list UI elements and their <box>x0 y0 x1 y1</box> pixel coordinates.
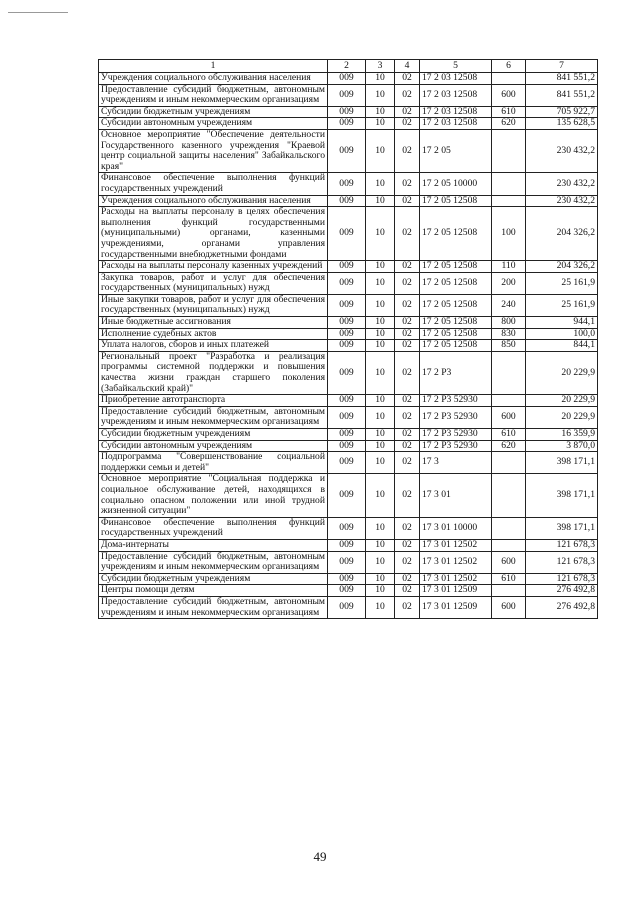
subsection-code-cell: 02 <box>395 207 420 261</box>
row-name-cell: Уплата налогов, сборов и иных платежей <box>99 340 328 352</box>
subsection-code-cell: 02 <box>395 395 420 407</box>
expense-type-cell: 830 <box>492 328 526 340</box>
target-article-cell: 17 2 05 10000 <box>420 173 492 195</box>
table-row <box>99 73 598 85</box>
row-name-cell: Основное мероприятие "Социальная поддержка и социальное обслуживание детей, находящихся в социально опасном положении или иной трудной жизненной ситуации" <box>99 474 328 517</box>
section-code-cell: 10 <box>366 573 395 585</box>
section-code-cell: 10 <box>366 474 395 517</box>
subsection-code-cell: 02 <box>395 261 420 273</box>
section-code-cell: 10 <box>366 551 395 573</box>
ved-code-cell: 009 <box>328 440 366 452</box>
amount-cell: 121 678,3 <box>526 573 598 585</box>
row-name-cell: Расходы на выплаты персоналу в целях обеспечения выполнения функций государственными (муниципальными) органами, казенными учреждениями, органами управления государственными внебюджетными фондами <box>99 207 328 261</box>
table-row <box>99 261 598 273</box>
amount-cell: 844,1 <box>526 340 598 352</box>
table-row <box>99 173 598 195</box>
amount-cell: 121 678,3 <box>526 551 598 573</box>
row-name-cell: Субсидии бюджетным учреждениям <box>99 573 328 585</box>
amount-cell: 276 492,8 <box>526 585 598 597</box>
header-col-1: 1 <box>99 60 328 73</box>
row-name-cell: Расходы на выплаты персоналу казенных учреждений <box>99 261 328 273</box>
target-article-cell: 17 2 03 12508 <box>420 84 492 106</box>
table-row <box>99 585 598 597</box>
subsection-code-cell: 02 <box>395 129 420 172</box>
row-name-cell: Дома-интернаты <box>99 539 328 551</box>
section-code-cell: 10 <box>366 328 395 340</box>
ved-code-cell: 009 <box>328 195 366 207</box>
subsection-code-cell: 02 <box>395 294 420 316</box>
expense-type-cell <box>492 452 526 474</box>
target-article-cell: 17 2 05 12508 <box>420 261 492 273</box>
ved-code-cell: 009 <box>328 406 366 428</box>
subsection-code-cell: 02 <box>395 173 420 195</box>
ved-code-cell: 009 <box>328 272 366 294</box>
amount-cell: 204 326,2 <box>526 207 598 261</box>
header-col-4: 4 <box>395 60 420 73</box>
subsection-code-cell: 02 <box>395 440 420 452</box>
row-name-cell: Региональный проект "Разработка и реализация программы системной поддержки и повышения качества жизни граждан старшего поколения (Забайкальский край)" <box>99 351 328 394</box>
ved-code-cell: 009 <box>328 340 366 352</box>
target-article-cell: 17 3 01 12509 <box>420 596 492 618</box>
subsection-code-cell: 02 <box>395 406 420 428</box>
table-row <box>99 317 598 329</box>
expense-type-cell: 620 <box>492 118 526 130</box>
ved-code-cell: 009 <box>328 207 366 261</box>
table-row <box>99 328 598 340</box>
section-code-cell: 10 <box>366 272 395 294</box>
row-name-cell: Предоставление субсидий бюджетным, автономным учреждениям и иным некоммерческим организациям <box>99 551 328 573</box>
table-row <box>99 272 598 294</box>
section-code-cell: 10 <box>366 406 395 428</box>
table-row <box>99 195 598 207</box>
table-row <box>99 517 598 539</box>
row-name-cell: Закупка товаров, работ и услуг для обеспечения государственных (муниципальных) нужд <box>99 272 328 294</box>
ved-code-cell: 009 <box>328 261 366 273</box>
expense-type-cell <box>492 195 526 207</box>
amount-cell: 230 432,2 <box>526 173 598 195</box>
target-article-cell: 17 2 05 12508 <box>420 294 492 316</box>
section-code-cell: 10 <box>366 317 395 329</box>
table-row <box>99 573 598 585</box>
table-row <box>99 440 598 452</box>
ved-code-cell: 009 <box>328 73 366 85</box>
subsection-code-cell: 02 <box>395 340 420 352</box>
section-code-cell: 10 <box>366 207 395 261</box>
amount-cell: 230 432,2 <box>526 195 598 207</box>
ved-code-cell: 009 <box>328 573 366 585</box>
amount-cell: 25 161,9 <box>526 272 598 294</box>
page-number: 49 <box>313 849 327 864</box>
ved-code-cell: 009 <box>328 129 366 172</box>
section-code-cell: 10 <box>366 395 395 407</box>
expense-type-cell <box>492 173 526 195</box>
amount-cell: 20 229,9 <box>526 406 598 428</box>
target-article-cell: 17 2 05 12508 <box>420 272 492 294</box>
section-code-cell: 10 <box>366 585 395 597</box>
section-code-cell: 10 <box>366 118 395 130</box>
amount-cell: 944,1 <box>526 317 598 329</box>
amount-cell: 20 229,9 <box>526 351 598 394</box>
target-article-cell: 17 2 P3 52930 <box>420 440 492 452</box>
amount-cell: 16 359,9 <box>526 429 598 441</box>
header-col-2: 2 <box>328 60 366 73</box>
ved-code-cell: 009 <box>328 517 366 539</box>
section-code-cell: 10 <box>366 294 395 316</box>
table-row <box>99 351 598 394</box>
ved-code-cell: 009 <box>328 328 366 340</box>
ved-code-cell: 009 <box>328 585 366 597</box>
ved-code-cell: 009 <box>328 118 366 130</box>
row-name-cell: Учреждения социального обслуживания населения <box>99 73 328 85</box>
table-row <box>99 207 598 261</box>
ved-code-cell: 009 <box>328 452 366 474</box>
ved-code-cell: 009 <box>328 539 366 551</box>
table-row <box>99 474 598 517</box>
expense-type-cell: 240 <box>492 294 526 316</box>
header-col-5: 5 <box>420 60 492 73</box>
row-name-cell: Финансовое обеспечение выполнения функций государственных учреждений <box>99 517 328 539</box>
section-code-cell: 10 <box>366 195 395 207</box>
amount-cell: 25 161,9 <box>526 294 598 316</box>
ved-code-cell: 009 <box>328 429 366 441</box>
ved-code-cell: 009 <box>328 294 366 316</box>
ved-code-cell: 009 <box>328 596 366 618</box>
target-article-cell: 17 2 P3 52930 <box>420 429 492 441</box>
amount-cell: 398 171,1 <box>526 517 598 539</box>
section-code-cell: 10 <box>366 340 395 352</box>
table-row <box>99 118 598 130</box>
subsection-code-cell: 02 <box>395 73 420 85</box>
subsection-code-cell: 02 <box>395 551 420 573</box>
amount-cell: 276 492,8 <box>526 596 598 618</box>
target-article-cell: 17 3 01 <box>420 474 492 517</box>
expense-type-cell: 610 <box>492 573 526 585</box>
row-name-cell: Иные бюджетные ассигнования <box>99 317 328 329</box>
target-article-cell: 17 2 05 12508 <box>420 328 492 340</box>
amount-cell: 135 628,5 <box>526 118 598 130</box>
expense-type-cell <box>492 395 526 407</box>
expense-type-cell: 100 <box>492 207 526 261</box>
section-code-cell: 10 <box>366 596 395 618</box>
table-row <box>99 106 598 118</box>
section-code-cell: 10 <box>366 429 395 441</box>
table-row <box>99 429 598 441</box>
subsection-code-cell: 02 <box>395 429 420 441</box>
row-name-cell: Центры помощи детям <box>99 585 328 597</box>
row-name-cell: Субсидии автономным учреждениям <box>99 118 328 130</box>
section-code-cell: 10 <box>366 452 395 474</box>
expense-type-cell <box>492 474 526 517</box>
expense-type-cell <box>492 351 526 394</box>
section-code-cell: 10 <box>366 106 395 118</box>
expense-type-cell: 850 <box>492 340 526 352</box>
subsection-code-cell: 02 <box>395 195 420 207</box>
ved-code-cell: 009 <box>328 551 366 573</box>
target-article-cell: 17 3 01 12502 <box>420 539 492 551</box>
row-name-cell: Иные закупки товаров, работ и услуг для обеспечения государственных (муниципальных) нужд <box>99 294 328 316</box>
row-name-cell: Подпрограмма "Совершенствование социальной поддержки семьи и детей" <box>99 452 328 474</box>
expense-type-cell: 620 <box>492 440 526 452</box>
table-header-row <box>99 60 598 73</box>
target-article-cell: 17 2 05 <box>420 129 492 172</box>
amount-cell: 705 922,7 <box>526 106 598 118</box>
subsection-code-cell: 02 <box>395 596 420 618</box>
row-name-cell: Приобретение автотранспорта <box>99 395 328 407</box>
expense-type-cell <box>492 539 526 551</box>
row-name-cell: Предоставление субсидий бюджетным, автономным учреждениям и иным некоммерческим организациям <box>99 596 328 618</box>
target-article-cell: 17 2 03 12508 <box>420 106 492 118</box>
expense-type-cell: 600 <box>492 551 526 573</box>
table-row <box>99 340 598 352</box>
subsection-code-cell: 02 <box>395 474 420 517</box>
amount-cell: 121 678,3 <box>526 539 598 551</box>
ved-code-cell: 009 <box>328 173 366 195</box>
section-code-cell: 10 <box>366 84 395 106</box>
target-article-cell: 17 3 01 12502 <box>420 551 492 573</box>
ved-code-cell: 009 <box>328 351 366 394</box>
table-row <box>99 551 598 573</box>
target-article-cell: 17 2 P3 52930 <box>420 406 492 428</box>
table-row <box>99 452 598 474</box>
expense-type-cell <box>492 129 526 172</box>
subsection-code-cell: 02 <box>395 452 420 474</box>
amount-cell: 841 551,2 <box>526 73 598 85</box>
expense-type-cell: 600 <box>492 596 526 618</box>
subsection-code-cell: 02 <box>395 106 420 118</box>
target-article-cell: 17 2 05 12508 <box>420 317 492 329</box>
expense-type-cell: 200 <box>492 272 526 294</box>
table-row <box>99 406 598 428</box>
expense-type-cell <box>492 73 526 85</box>
section-code-cell: 10 <box>366 517 395 539</box>
section-code-cell: 10 <box>366 173 395 195</box>
header-col-7: 7 <box>526 60 598 73</box>
section-code-cell: 10 <box>366 129 395 172</box>
budget-table <box>98 59 598 619</box>
section-code-cell: 10 <box>366 539 395 551</box>
target-article-cell: 17 2 03 12508 <box>420 73 492 85</box>
target-article-cell: 17 2 05 12508 <box>420 207 492 261</box>
subsection-code-cell: 02 <box>395 84 420 106</box>
target-article-cell: 17 2 05 12508 <box>420 195 492 207</box>
row-name-cell: Субсидии бюджетным учреждениям <box>99 106 328 118</box>
target-article-cell: 17 3 01 12502 <box>420 573 492 585</box>
header-col-3: 3 <box>366 60 395 73</box>
amount-cell: 398 171,1 <box>526 474 598 517</box>
amount-cell: 230 432,2 <box>526 129 598 172</box>
row-name-cell: Предоставление субсидий бюджетным, автономным учреждениям и иным некоммерческим организациям <box>99 406 328 428</box>
table-row <box>99 129 598 172</box>
expense-type-cell: 800 <box>492 317 526 329</box>
amount-cell: 3 870,0 <box>526 440 598 452</box>
row-name-cell: Финансовое обеспечение выполнения функций государственных учреждений <box>99 173 328 195</box>
subsection-code-cell: 02 <box>395 328 420 340</box>
expense-type-cell: 110 <box>492 261 526 273</box>
target-article-cell: 17 3 01 10000 <box>420 517 492 539</box>
subsection-code-cell: 02 <box>395 118 420 130</box>
section-code-cell: 10 <box>366 351 395 394</box>
subsection-code-cell: 02 <box>395 585 420 597</box>
target-article-cell: 17 2 05 12508 <box>420 340 492 352</box>
amount-cell: 20 229,9 <box>526 395 598 407</box>
subsection-code-cell: 02 <box>395 351 420 394</box>
table-row <box>99 294 598 316</box>
target-article-cell: 17 3 01 12509 <box>420 585 492 597</box>
ved-code-cell: 009 <box>328 106 366 118</box>
target-article-cell: 17 2 03 12508 <box>420 118 492 130</box>
row-name-cell: Предоставление субсидий бюджетным, автономным учреждениям и иным некоммерческим организациям <box>99 84 328 106</box>
section-code-cell: 10 <box>366 261 395 273</box>
ved-code-cell: 009 <box>328 84 366 106</box>
expense-type-cell: 610 <box>492 429 526 441</box>
amount-cell: 100,0 <box>526 328 598 340</box>
expense-type-cell <box>492 585 526 597</box>
header-col-6: 6 <box>492 60 526 73</box>
subsection-code-cell: 02 <box>395 272 420 294</box>
amount-cell: 204 326,2 <box>526 261 598 273</box>
row-name-cell: Субсидии бюджетным учреждениям <box>99 429 328 441</box>
table-row <box>99 84 598 106</box>
expense-type-cell: 600 <box>492 84 526 106</box>
section-code-cell: 10 <box>366 73 395 85</box>
scan-corner-line <box>8 12 68 13</box>
expense-type-cell: 610 <box>492 106 526 118</box>
subsection-code-cell: 02 <box>395 539 420 551</box>
target-article-cell: 17 3 <box>420 452 492 474</box>
ved-code-cell: 009 <box>328 317 366 329</box>
table-row <box>99 395 598 407</box>
row-name-cell: Основное мероприятие "Обеспечение деятельности Государственного казенного учреждения "Краевой центр социальной защиты населения" Забайкальского края" <box>99 129 328 172</box>
target-article-cell: 17 2 P3 <box>420 351 492 394</box>
section-code-cell: 10 <box>366 440 395 452</box>
row-name-cell: Учреждения социального обслуживания населения <box>99 195 328 207</box>
row-name-cell: Субсидии автономным учреждениям <box>99 440 328 452</box>
amount-cell: 841 551,2 <box>526 84 598 106</box>
table-row <box>99 539 598 551</box>
table-row <box>99 596 598 618</box>
amount-cell: 398 171,1 <box>526 452 598 474</box>
subsection-code-cell: 02 <box>395 573 420 585</box>
subsection-code-cell: 02 <box>395 517 420 539</box>
ved-code-cell: 009 <box>328 474 366 517</box>
table-body <box>99 73 598 619</box>
ved-code-cell: 009 <box>328 395 366 407</box>
expense-type-cell: 600 <box>492 406 526 428</box>
expense-type-cell <box>492 517 526 539</box>
target-article-cell: 17 2 P3 52930 <box>420 395 492 407</box>
row-name-cell: Исполнение судебных актов <box>99 328 328 340</box>
subsection-code-cell: 02 <box>395 317 420 329</box>
